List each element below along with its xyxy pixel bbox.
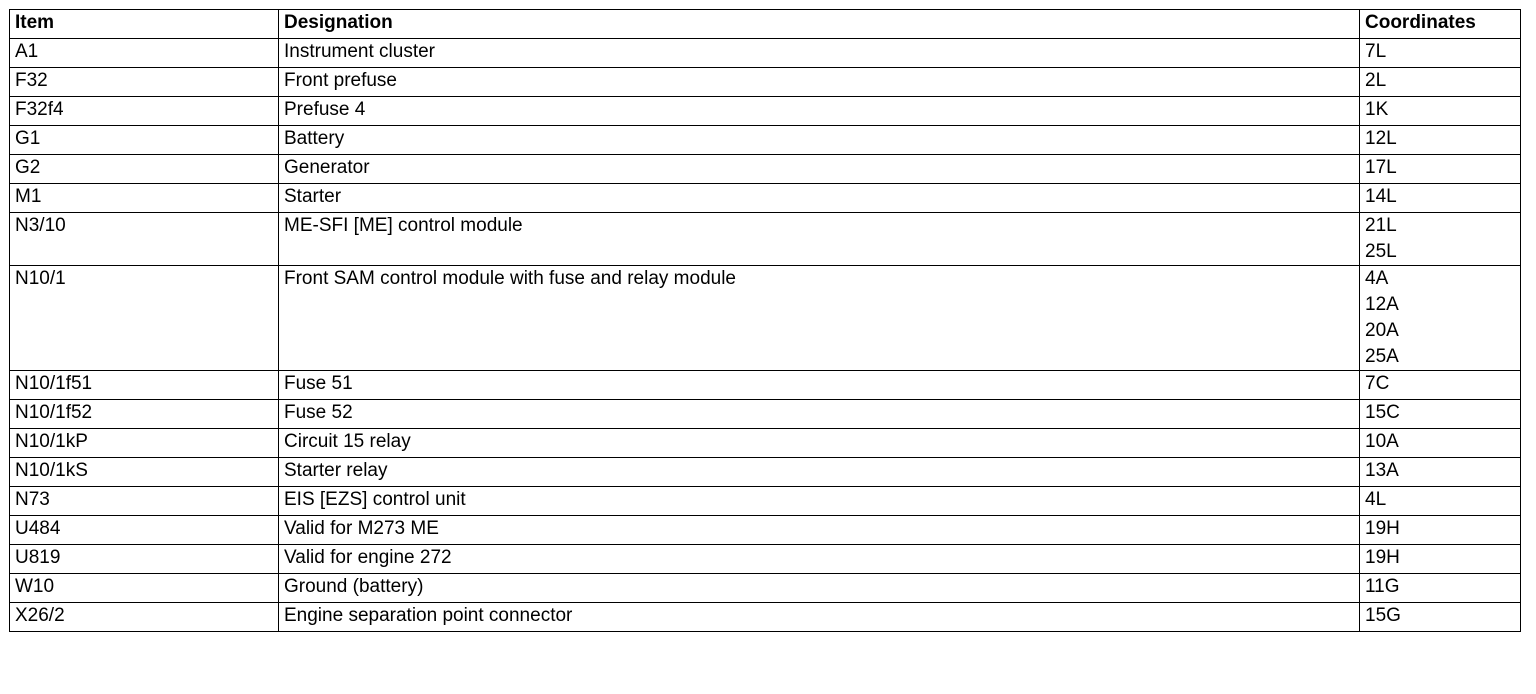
cell-designation: Starter relay — [279, 458, 1360, 487]
cell-coordinates — [1360, 603, 1521, 632]
coordinate-value: 11G — [1365, 576, 1400, 597]
cell-item: X26/2 — [10, 603, 279, 632]
cell-item: F32 — [10, 68, 279, 97]
coordinate-value: 10A — [1365, 431, 1399, 452]
cell-designation: Instrument cluster — [279, 39, 1360, 68]
table-row — [10, 603, 1521, 632]
coordinate-value: 1K — [1365, 99, 1389, 120]
coordinate-value: 4A — [1365, 268, 1389, 289]
cell-coordinates — [1360, 487, 1521, 516]
cell-coordinates — [1360, 516, 1521, 545]
cell-designation: Circuit 15 relay — [279, 429, 1360, 458]
table-row — [10, 68, 1521, 97]
coordinate-value: 20A — [1365, 320, 1399, 341]
cell-item: F32f4 — [10, 97, 279, 126]
cell-coordinates — [1360, 97, 1521, 126]
table-row — [10, 97, 1521, 126]
cell-item: N10/1kP — [10, 429, 279, 458]
cell-item: A1 — [10, 39, 279, 68]
cell-designation: Generator — [279, 155, 1360, 184]
cell-designation: EIS [EZS] control unit — [279, 487, 1360, 516]
table-row — [10, 458, 1521, 487]
coordinate-value: 21L — [1365, 215, 1397, 236]
table-row — [10, 371, 1521, 400]
cell-item: U819 — [10, 545, 279, 574]
cell-coordinates — [1360, 184, 1521, 213]
cell-designation: Engine separation point connector — [279, 603, 1360, 632]
cell-coordinates — [1360, 545, 1521, 574]
cell-coordinates — [1360, 371, 1521, 400]
cell-designation: Fuse 52 — [279, 400, 1360, 429]
cell-designation: Valid for M273 ME — [279, 516, 1360, 545]
coordinate-value: 17L — [1365, 157, 1397, 178]
coordinate-value: 19H — [1365, 547, 1400, 568]
table-row — [10, 487, 1521, 516]
cell-designation: Front SAM control module with fuse and relay module — [279, 266, 1360, 371]
table-row — [10, 545, 1521, 574]
coordinate-value: 19H — [1365, 518, 1400, 539]
component-legend-table — [9, 9, 1521, 632]
cell-item: N10/1 — [10, 266, 279, 371]
table-row — [10, 574, 1521, 603]
coordinate-value: 2L — [1365, 70, 1387, 91]
cell-coordinates — [1360, 458, 1521, 487]
header-item: Item — [10, 10, 279, 39]
header-coordinates: Coordinates — [1360, 10, 1521, 39]
cell-item: G2 — [10, 155, 279, 184]
table-row — [10, 266, 1521, 371]
table-row — [10, 184, 1521, 213]
cell-designation: Battery — [279, 126, 1360, 155]
cell-coordinates — [1360, 213, 1521, 266]
coordinate-value: 7C — [1365, 373, 1390, 394]
cell-coordinates — [1360, 39, 1521, 68]
coordinate-value: 15C — [1365, 402, 1400, 423]
coordinate-value: 14L — [1365, 186, 1397, 207]
cell-coordinates — [1360, 429, 1521, 458]
table-row — [10, 213, 1521, 266]
cell-designation: ME-SFI [ME] control module — [279, 213, 1360, 266]
cell-item: W10 — [10, 574, 279, 603]
cell-coordinates — [1360, 155, 1521, 184]
cell-coordinates — [1360, 126, 1521, 155]
table-body — [10, 39, 1521, 632]
cell-item: U484 — [10, 516, 279, 545]
cell-item: N3/10 — [10, 213, 279, 266]
table-row — [10, 39, 1521, 68]
cell-coordinates — [1360, 574, 1521, 603]
coordinate-value: 15G — [1365, 605, 1401, 626]
coordinate-value: 25A — [1365, 346, 1399, 367]
table-row — [10, 126, 1521, 155]
cell-designation: Ground (battery) — [279, 574, 1360, 603]
cell-coordinates — [1360, 68, 1521, 97]
cell-item: N10/1f52 — [10, 400, 279, 429]
cell-designation: Starter — [279, 184, 1360, 213]
cell-designation: Front prefuse — [279, 68, 1360, 97]
cell-item: G1 — [10, 126, 279, 155]
table-row — [10, 155, 1521, 184]
cell-coordinates — [1360, 400, 1521, 429]
table-row — [10, 400, 1521, 429]
cell-item: N10/1kS — [10, 458, 279, 487]
coordinate-value: 7L — [1365, 41, 1387, 62]
coordinate-value: 13A — [1365, 460, 1399, 481]
cell-designation: Fuse 51 — [279, 371, 1360, 400]
table-header-row — [10, 10, 1521, 39]
coordinate-value: 4L — [1365, 489, 1387, 510]
table-row — [10, 429, 1521, 458]
table-row — [10, 516, 1521, 545]
cell-item: M1 — [10, 184, 279, 213]
header-designation: Designation — [279, 10, 1360, 39]
coordinate-value: 12L — [1365, 128, 1397, 149]
coordinate-value: 12A — [1365, 294, 1399, 315]
cell-coordinates — [1360, 266, 1521, 371]
cell-designation: Prefuse 4 — [279, 97, 1360, 126]
cell-item: N10/1f51 — [10, 371, 279, 400]
coordinate-value: 25L — [1365, 241, 1397, 262]
cell-designation: Valid for engine 272 — [279, 545, 1360, 574]
cell-item: N73 — [10, 487, 279, 516]
